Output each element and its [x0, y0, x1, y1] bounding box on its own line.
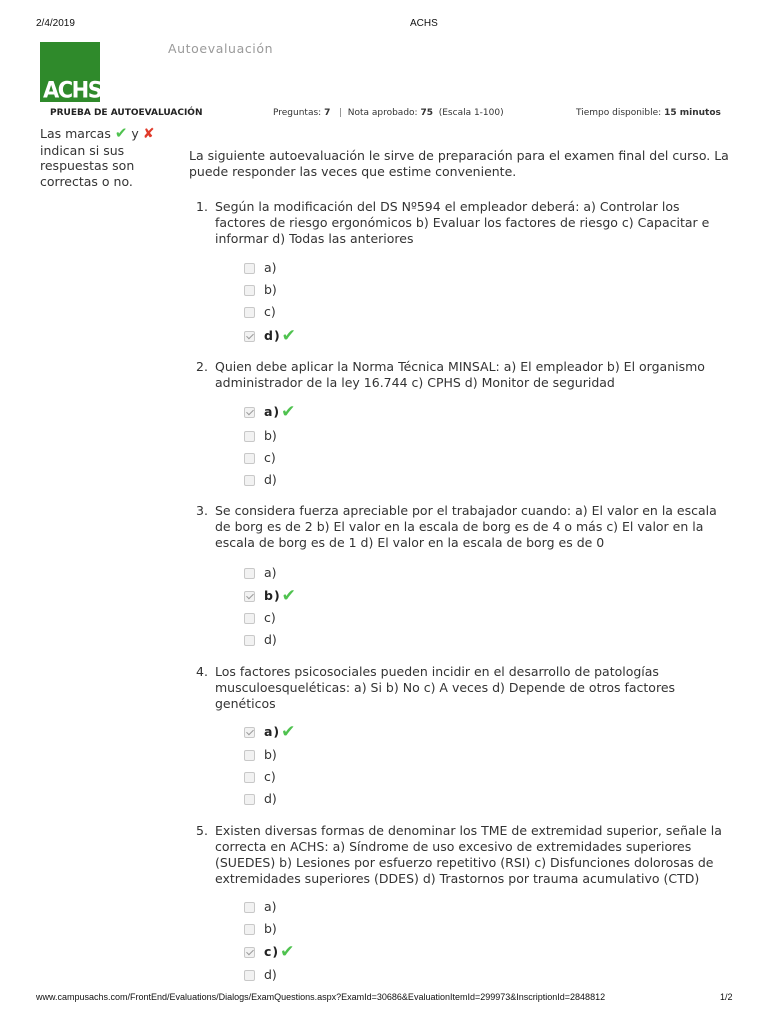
- questions-value: 7: [324, 108, 331, 118]
- question-number: 1.: [196, 199, 208, 214]
- correct-check-icon: ✔: [281, 586, 296, 606]
- option-label: a): [264, 404, 281, 419]
- quiz-info-bar: [0, 108, 768, 122]
- option-label: c): [264, 769, 276, 784]
- answer-option-selected[interactable]: [244, 587, 296, 605]
- answer-option[interactable]: [244, 471, 277, 489]
- correct-check-icon: ✔: [280, 942, 295, 962]
- answer-option[interactable]: [244, 609, 276, 627]
- option-label: a): [264, 724, 281, 739]
- option-label: b): [264, 747, 277, 762]
- logo-text: ACHS: [43, 77, 102, 103]
- answer-checkbox-checked[interactable]: [244, 407, 255, 418]
- time-available: [576, 108, 721, 118]
- intro-text: La siguiente autoevaluación le sirve de preparación para el examen final del curso. La puede responder las veces que estime conveniente.: [189, 148, 729, 179]
- answer-checkbox[interactable]: [244, 794, 255, 805]
- answer-checkbox[interactable]: [244, 568, 255, 579]
- option-label: d): [264, 632, 277, 647]
- answer-checkbox[interactable]: [244, 285, 255, 296]
- option-label: b): [264, 588, 281, 603]
- answer-checkbox-checked[interactable]: [244, 727, 255, 738]
- achs-logo: [40, 42, 100, 102]
- time-label: Tiempo disponible:: [576, 108, 662, 118]
- footer-page-number: 1/2: [720, 992, 733, 1002]
- legend-suffix: indican si sus respuestas son correctas o no.: [40, 142, 135, 189]
- answer-checkbox-checked[interactable]: [244, 947, 255, 958]
- question-text: Según la modificación del DS Nº594 el empleador deberá: a) Controlar los factores de riesgo ergonómicos b) Evaluar los factores de riesgo c) Capacitar e informar d) Todas las anteriores: [215, 199, 710, 246]
- answer-checkbox[interactable]: [244, 970, 255, 981]
- question-number: 2.: [196, 359, 208, 374]
- answer-checkbox-checked[interactable]: [244, 591, 255, 602]
- answer-option[interactable]: [244, 966, 277, 984]
- answer-option-selected[interactable]: [244, 943, 294, 961]
- time-value: 15 minutos: [664, 108, 721, 118]
- answer-option-selected[interactable]: [244, 723, 295, 741]
- option-label: a): [264, 565, 277, 580]
- pass-value: 75: [420, 108, 433, 118]
- question-text: Existen diversas formas de denominar los TME de extremidad superior, señale la correcta en ACHS: a) Síndrome de uso excesivo de extremidades superiores (SUEDES) b) Lesiones por esfuerzo repetitivo (RSI) c) Disfunciones dolorosas de extremidades superiores (DDES) d) Trastornos por trauma acumulativo (CTD): [215, 823, 722, 886]
- cross-mark-icon: ✘: [142, 126, 155, 142]
- pass-label: Nota aprobado:: [347, 108, 418, 118]
- question-text: Quien debe aplicar la Norma Técnica MINSAL: a) El empleador b) El organismo administrador de la ley 16.744 c) CPHS d) Monitor de seguridad: [215, 359, 705, 390]
- marks-legend: [40, 126, 172, 189]
- print-title: ACHS: [410, 18, 438, 29]
- answer-checkbox[interactable]: [244, 750, 255, 761]
- option-label: b): [264, 921, 277, 936]
- answer-option-selected[interactable]: [244, 327, 296, 345]
- answer-option[interactable]: [244, 920, 277, 938]
- check-mark-icon: ✔: [114, 124, 128, 142]
- answer-checkbox[interactable]: [244, 453, 255, 464]
- question-number: 5.: [196, 823, 208, 838]
- answer-option[interactable]: [244, 449, 276, 467]
- correct-check-icon: ✔: [281, 722, 296, 742]
- answer-option[interactable]: [244, 746, 277, 764]
- option-label: d): [264, 967, 277, 982]
- quiz-title: PRUEBA DE AUTOEVALUACIÓN: [50, 108, 203, 118]
- question-number: 4.: [196, 664, 208, 679]
- correct-check-icon: ✔: [281, 402, 296, 422]
- answer-option[interactable]: [244, 564, 277, 582]
- option-label: b): [264, 428, 277, 443]
- answer-checkbox[interactable]: [244, 431, 255, 442]
- answer-option-selected[interactable]: [244, 403, 295, 421]
- option-label: a): [264, 260, 277, 275]
- answer-option[interactable]: [244, 303, 276, 321]
- option-label: b): [264, 282, 277, 297]
- answer-checkbox[interactable]: [244, 307, 255, 318]
- answer-checkbox[interactable]: [244, 924, 255, 935]
- option-label: a): [264, 899, 277, 914]
- option-label: c): [264, 944, 280, 959]
- answer-option[interactable]: [244, 259, 277, 277]
- questions-label: Preguntas:: [273, 108, 322, 118]
- option-label: c): [264, 304, 276, 319]
- question-text: Se considera fuerza apreciable por el trabajador cuando: a) El valor en la escala de borg es de 2 b) El valor en la escala de borg es de 4 o más c) El valor en la escala de borg es de 1 d) El valor en la escala de borg es de 0: [215, 503, 717, 550]
- print-date: 2/4/2019: [36, 18, 75, 29]
- answer-checkbox[interactable]: [244, 902, 255, 913]
- meta-separator: |: [338, 108, 342, 118]
- answer-option[interactable]: [244, 427, 277, 445]
- answer-option[interactable]: [244, 631, 277, 649]
- answer-checkbox[interactable]: [244, 772, 255, 783]
- answer-checkbox[interactable]: [244, 635, 255, 646]
- option-label: d): [264, 328, 281, 343]
- question-text: Los factores psicosociales pueden incidir en el desarrollo de patologías musculoesqueléticas: a) Si b) No c) A veces d) Depende de otros factores genéticos: [215, 664, 676, 711]
- option-label: c): [264, 450, 276, 465]
- correct-check-icon: ✔: [281, 326, 296, 346]
- answer-option[interactable]: [244, 790, 277, 808]
- answer-checkbox[interactable]: [244, 263, 255, 274]
- answer-checkbox[interactable]: [244, 475, 255, 486]
- legend-prefix: Las marcas: [40, 126, 111, 141]
- footer-url: www.campusachs.com/FrontEnd/Evaluations/Dialogs/ExamQuestions.aspx?ExamId=30686&EvaluationItemId=299973&InscriptionId=2848812: [36, 992, 606, 1002]
- answer-checkbox[interactable]: [244, 613, 255, 624]
- question-number: 3.: [196, 503, 208, 518]
- answer-checkbox-checked[interactable]: [244, 331, 255, 342]
- option-label: c): [264, 610, 276, 625]
- scale-text: (Escala 1-100): [438, 108, 504, 118]
- option-label: d): [264, 472, 277, 487]
- option-label: d): [264, 791, 277, 806]
- answer-option[interactable]: [244, 281, 277, 299]
- legend-and: y: [131, 126, 139, 141]
- answer-option[interactable]: [244, 768, 276, 786]
- quiz-meta: [273, 108, 504, 118]
- page-heading: Autoevaluación: [168, 41, 274, 56]
- answer-option[interactable]: [244, 898, 277, 916]
